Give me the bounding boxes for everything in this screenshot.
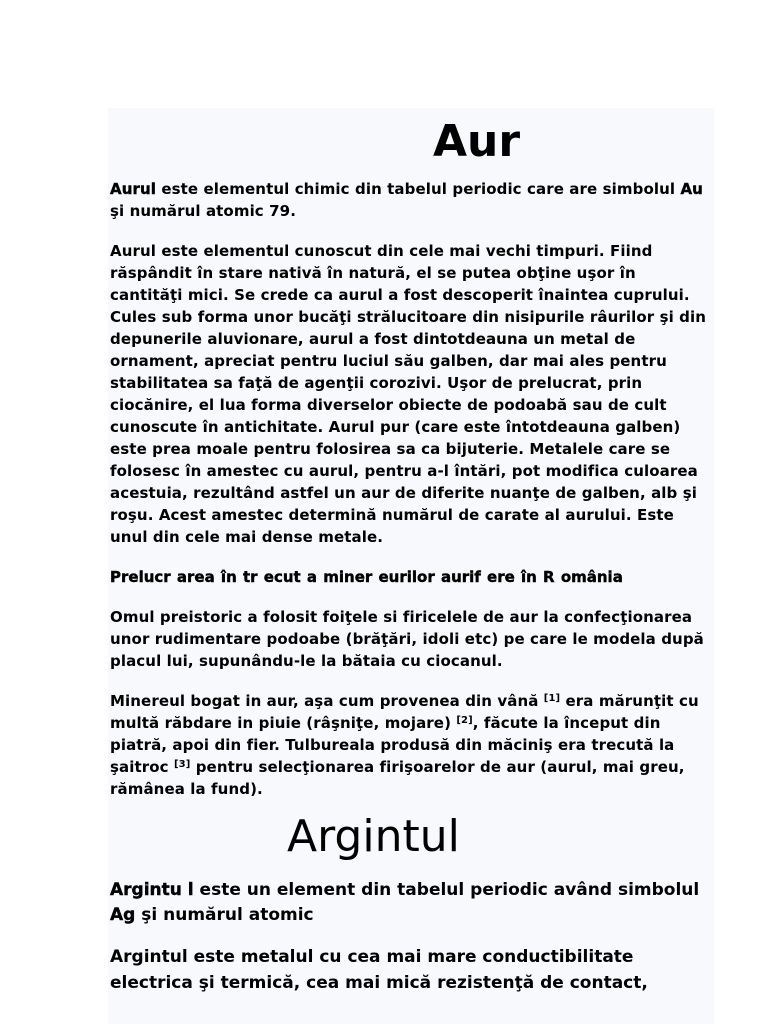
text-fragment: era mărunţit cu multă răbdare in piuie (râşniţe, mojare) — [110, 692, 699, 732]
term-aurul: Aurul — [110, 180, 157, 198]
text-fragment: este elementul chimic din tabelul periodic care are simbolul — [156, 180, 681, 198]
spacer — [110, 672, 712, 690]
paragraph-argintul-definition — [110, 878, 712, 928]
text-fragment: , făcute la început din piatră, apoi din fier. Tulbureala produsă din măciniş era trecută la şaitroc — [110, 714, 675, 776]
heading-prelucrarea-romania: Prelucr area în tr ecut a miner eurilor aurif ere în R omânia — [110, 568, 623, 586]
spacer — [110, 548, 712, 566]
paragraph-aurul-definition — [110, 178, 712, 222]
heading-argintul: Argintul — [287, 811, 460, 862]
term-argintul: Argintu l — [110, 880, 194, 900]
text-fragment: Minereul bogat in aur, aşa cum provenea din vână — [110, 692, 544, 710]
paragraph-minereul — [110, 690, 712, 800]
document-page — [108, 108, 714, 1024]
text-fragment: şi numărul atomic 79. — [110, 202, 296, 220]
paragraph-aurul-history: Aurul este elementul cunoscut din cele mai vechi timpuri. Fiind răspândit în stare nativă în natură, el se putea obţine uşor în cantităţi mici. Se crede ca aurul a fost descoperit înaintea cuprului. Cules sub forma unor bucăţi strălucitoare din nisipurile râurilor şi din depunerile aluvionare, aurul a fost dintotdeauna un metal de ornament, apreciat pentru luciul său galben, dar mai ales pentru stabilitatea sa faţă de agenţii corozivi. Uşor de prelucrat, prin ciocănire, el lua forma diverselor obiecte de podoabă sau de cult cunoscute în antichitate. Aurul pur (care este întotdeauna galben) este prea moale pentru folosirea sa ca bijuterie. Metalele care se folosesc în amestec cu aurul, pentru a-l întări, pot modifica culoarea acestuia, rezultând astfel un aur de diferite nuanţe de galben, alb şi roşu. Acest amestec determină numărul de carate al aurului. Este unul din cele mai dense metale. — [110, 242, 707, 546]
footnote-ref-2[interactable]: [2] — [456, 715, 473, 726]
spacer — [110, 222, 712, 240]
paragraph-argintul-properties: Argintul este metalul cu cea mai mare conductibilitate electrica şi termică, cea mai mică rezistenţă de contact, — [110, 947, 648, 993]
footnote-ref-1[interactable]: [1] — [543, 693, 561, 704]
document-content — [110, 108, 712, 996]
text-fragment: pentru selecţionarea firişoarelor de aur (aurul, mai greu, rămânea la fund). — [110, 758, 685, 798]
paragraph-omul-preistoric: Omul preistoric a folosit foiţele si firicelele de aur la confecţionarea unor rudimentare podoabe (brăţări, idoli etc) pe care le modela după placul lui, supunându-le la bătaia cu ciocanul. — [110, 608, 704, 670]
footnote-ref-3[interactable]: [3] — [173, 759, 191, 770]
heading-aur: Aur — [433, 116, 521, 167]
spacer — [110, 588, 712, 606]
text-fragment: este un element din tabelul periodic având simbolul — [193, 880, 700, 900]
text-fragment: şi numărul atomic — [135, 905, 314, 925]
spacer — [110, 928, 712, 944]
symbol-au: Au — [680, 180, 703, 198]
symbol-ag: Ag — [110, 905, 136, 925]
